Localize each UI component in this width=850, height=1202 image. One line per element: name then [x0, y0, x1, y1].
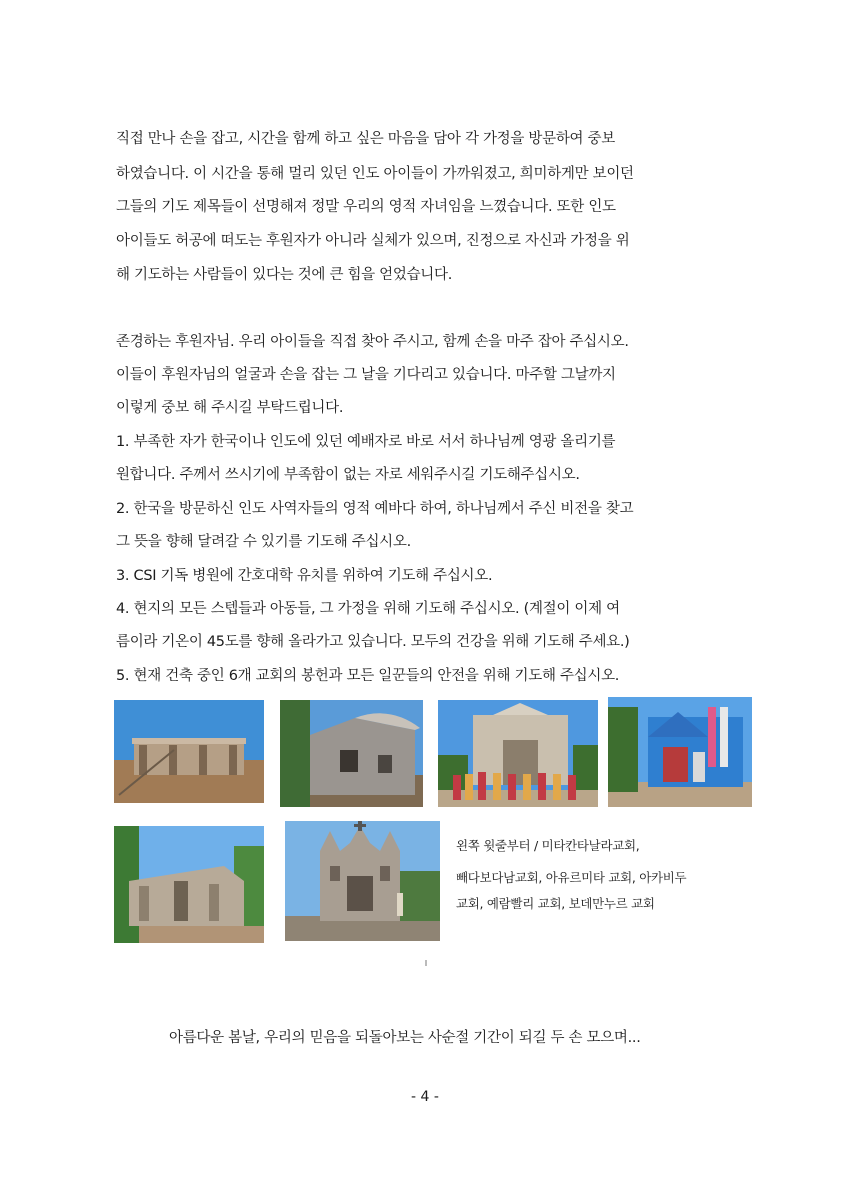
- photo-caption-line-1: 왼쪽 윗줄부터 / 미타칸타날라교회,: [456, 838, 640, 853]
- paragraph1-line-2: 하였습니다. 이 시간을 통해 멀리 있던 인도 아이들이 가까워졌고, 희미하게만 보이던: [116, 166, 634, 182]
- paragraph1-line-3: 그들의 기도 제목들이 선명해져 정말 우리의 영적 자녀임을 느꼈습니다. 또한 인도: [116, 199, 616, 215]
- prayer-item-4-line-1: 4. 현지의 모든 스텝들과 아동들, 그 가정을 위해 기도해 주십시오. (계절이 이제 여: [116, 601, 620, 617]
- church-group-photo-3: [438, 700, 598, 807]
- church-construction-photo-2: [280, 700, 423, 807]
- prayer-item-4-line-2: 름이라 기온이 45도를 향해 올라가고 있습니다. 모두의 건강을 위해 기도해 주세요.): [116, 634, 630, 650]
- scan-speck: [425, 960, 427, 966]
- church-construction-photo-5: [114, 826, 264, 943]
- photo-caption-line-2: 빼다보다남교회, 아유르미타 교회, 아카비두: [456, 870, 687, 885]
- prayer-item-1-line-2: 원합니다. 주께서 쓰시기에 부족함이 없는 자로 세워주시길 기도해주십시오.: [116, 467, 580, 483]
- page-number: - 4 -: [411, 1089, 439, 1105]
- closing-sentence: 아름다운 봄날, 우리의 믿음을 되돌아보는 사순절 기간이 되길 두 손 모으며...: [169, 1030, 641, 1046]
- prayer-item-2-line-2: 그 뜻을 향해 달려갈 수 있기를 기도해 주십시오.: [116, 534, 411, 550]
- church-facade-photo-6: [285, 821, 440, 941]
- paragraph2-line-2: 이들이 후원자님의 얼굴과 손을 잡는 그 날을 기다리고 있습니다. 마주할 그날까지: [116, 367, 616, 383]
- prayer-item-2-line-1: 2. 한국을 방문하신 인도 사역자들의 영적 예바다 하여, 하나님께서 주신 비전을 찾고: [116, 501, 634, 517]
- paragraph1-line-5: 해 기도하는 사람들이 있다는 것에 큰 힘을 얻었습니다.: [116, 267, 453, 283]
- paragraph1-line-1: 직접 만나 손을 잡고, 시간을 함께 하고 싶은 마음을 담아 각 가정을 방문하여 중보: [116, 131, 615, 147]
- church-blue-photo-4: [608, 697, 752, 807]
- prayer-item-5: 5. 현재 건축 중인 6개 교회의 봉헌과 모든 일꾼들의 안전을 위해 기도해 주십시오.: [116, 668, 620, 684]
- church-construction-photo-1: [114, 700, 264, 803]
- paragraph1-line-4: 아이들도 허공에 떠도는 후원자가 아니라 실체가 있으며, 진정으로 자신과 가정을 위: [116, 233, 630, 249]
- prayer-item-1-line-1: 1. 부족한 자가 한국이나 인도에 있던 예배자로 바로 서서 하나님께 영광 올리기를: [116, 434, 616, 450]
- paragraph2-line-1: 존경하는 후원자님. 우리 아이들을 직접 찾아 주시고, 함께 손을 마주 잡아 주십시오.: [116, 334, 629, 350]
- prayer-item-3: 3. CSI 기독 병원에 간호대학 유치를 위하여 기도해 주십시오.: [116, 568, 493, 584]
- photo-caption-line-3: 교회, 예람빨리 교회, 보데만누르 교회: [456, 896, 655, 911]
- paragraph2-line-3: 이렇게 중보 해 주시길 부탁드립니다.: [116, 400, 344, 416]
